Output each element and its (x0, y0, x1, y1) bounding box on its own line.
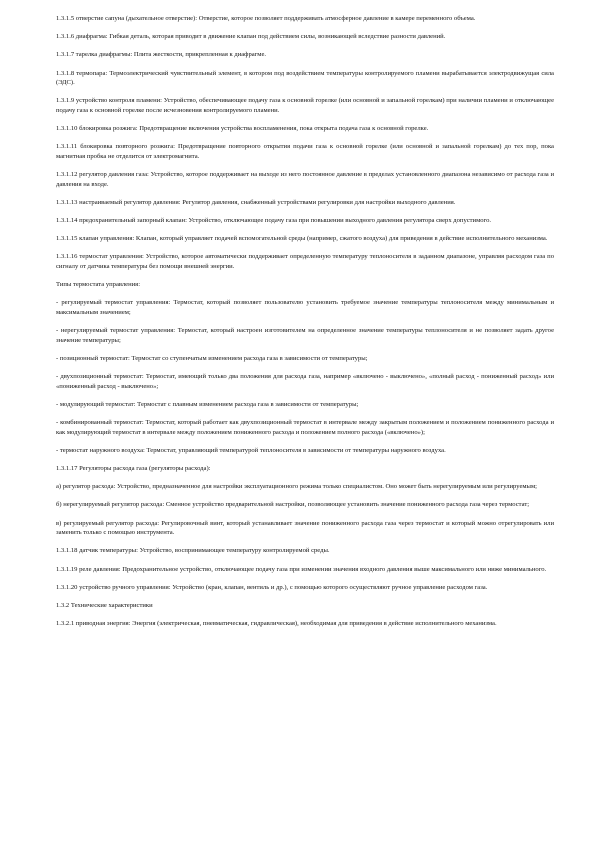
paragraph (56, 565, 554, 575)
paragraph (56, 583, 554, 593)
term: 1.3.1.14 предохранительный запорный клапан: (56, 217, 187, 225)
term: Типы термостата управления: (56, 281, 141, 289)
definition: Устройство, которое автоматически поддерживает определенную температуру теплоносителя в заданном диапазоне, управляя расходом газа по сигналу от датчика температуры без помощи внешней энергии. (56, 253, 554, 271)
paragraph (56, 32, 554, 42)
term: 1.3.1.6 диафрагма: (56, 33, 108, 41)
term: 1.3.1.16 термостат управления: (56, 253, 144, 261)
term: б) нерегулируемый регулятор расхода: (56, 501, 165, 509)
paragraph (56, 400, 554, 410)
paragraph (56, 50, 554, 60)
paragraph (56, 446, 554, 456)
paragraph (56, 96, 554, 115)
definition: Термостат со ступенчатым изменением расхода газа в зависимости от температуры; (129, 354, 368, 362)
paragraph (56, 482, 554, 492)
paragraph (56, 500, 554, 510)
term: 1.3.1.9 устройство контроля пламени: (56, 97, 162, 105)
definition: Плита жесткости, прикрепленная к диафрагме. (132, 51, 267, 59)
paragraph (56, 298, 554, 317)
paragraph (56, 170, 554, 189)
term: - двухпозиционный термостат: (56, 373, 144, 381)
term: - модулирующий термостат: (56, 400, 136, 408)
paragraph (56, 142, 554, 161)
paragraph (56, 546, 554, 556)
definition: Устройство, отключающее подачу газа при повышении выходного давления регулятора сверх допустимого. (186, 217, 492, 225)
term: 1.3.2.1 приводная энергия: (56, 620, 131, 628)
definition: Предотвращение повторного открытия подачи газа к основной горелке (или основной и запальной горелкам) до тех пор, пока магнитная пробка не отделится от электромагнита. (56, 143, 554, 160)
term: 1.3.1.15 клапан управления: (56, 235, 135, 243)
definition: Устройство (кран, клапан, вентиль и др.), с помощью которого осуществляют ручное управление расходом газа. (170, 583, 488, 591)
paragraph (56, 372, 554, 391)
term: 1.3.1.7 тарелка диафрагмы: (56, 51, 133, 59)
definition: Устройство, обеспечивающее подачу газа к основной горелке (или основной и запальной горелкам) при наличии пламени и отключающее подачу газа к основной горелке после исчезновения контролируемого пламени. (56, 97, 554, 114)
term: - позиционный термостат: (56, 354, 130, 362)
paragraph (56, 198, 554, 208)
term: - термостат наружного воздуха: (56, 446, 145, 454)
paragraph (56, 464, 554, 474)
definition: Устройство, предназначенное для настройки эксплуатационного режима только специалистом. Оно может быть нерегулируемым или регулируемым; (115, 483, 537, 491)
term: 1.3.1.10 блокировка розжига: (56, 125, 138, 133)
definition: Отверстие, которое позволяет поддерживать атмосферное давление в камере переменного объема. (197, 15, 476, 22)
paragraph (56, 418, 554, 437)
paragraph (56, 69, 554, 88)
term: 1.3.1.18 датчик температуры: (56, 547, 138, 555)
paragraph (56, 601, 554, 611)
paragraph (56, 252, 554, 271)
definition: Регулятор давления, снабженный устройствами регулировки для настройки выходного давления. (180, 198, 456, 206)
definition: Предотвращение включения устройства воспламенения, пока открыта подача газа к основной горелке. (137, 125, 429, 133)
definition: Термостат, который позволяет пользователю установить требуемое значение температуры теплоносителя между минимальным и максимальным значением; (56, 299, 554, 316)
paragraph (56, 326, 554, 345)
definition: Сменное устройство предварительной настройки, позволяющее установить значение пониженного расхода газа через термостат; (164, 501, 530, 509)
term: в) регулируемый регулятор расхода: (56, 519, 160, 527)
paragraph (56, 216, 554, 226)
definition: Регулировочный винт, который устанавливает значение пониженного расхода газа через термостат и который можно отрегулировать или заменить только с помощью инструмента. (56, 519, 554, 537)
paragraph (56, 14, 554, 24)
paragraph (56, 519, 554, 538)
term: а) регулятор расхода: (56, 483, 116, 491)
term: 1.3.1.13 настраиваемый регулятор давления: (56, 198, 181, 206)
definition: Термоэлектрический чувствительный элемент, в котором под воздействием температуры контролируемого пламени вырабатывается электродвижущая сила (ЭДС). (56, 69, 554, 87)
paragraph (56, 354, 554, 364)
definition: Гибкая деталь, которая приводит в движение клапан под действием силы, возникающей вследствие разности давлений. (107, 33, 446, 41)
definition: Термостат, имеющий только два положения для расхода газа, например «включено - выключено», «полный расход - пониженный расход» или «пониженный расход - выключено»; (56, 373, 554, 390)
term: 1.3.1.17 Регуляторы расхода газа (регуляторы расхода): (56, 465, 211, 473)
definition: Термостат с плавным изменением расхода газа в зависимости от температуры; (135, 400, 359, 408)
paragraph (56, 124, 554, 134)
paragraph (56, 280, 554, 290)
term: 1.3.2 Технические характеристики (56, 602, 153, 609)
paragraph (56, 234, 554, 244)
term: 1.3.1.8 термопара: (56, 69, 108, 77)
definition: Устройство, воспринимающее температуру контролируемой среды. (137, 547, 330, 555)
definition: Термостат, который настроен изготовителем на определенное значение температуры теплоносителя и не позволяет задать другое значение температуры; (56, 327, 554, 344)
document-page (56, 14, 554, 629)
term: 1.3.1.20 устройство ручного управления: (56, 583, 171, 591)
paragraph (56, 619, 554, 629)
definition: Энергия (электрическая, пневматическая, гидравлическая), необходимая для приведения в действие исполнительного механизма. (130, 620, 497, 628)
term: 1.3.1.5 отверстие сапуна (дыхательное отверстие): (56, 15, 198, 22)
term: 1.3.1.11 блокировка повторного розжига: (56, 143, 176, 151)
definition: Термостат, управляющий температурой теплоносителя в зависимости от температуры наружного воздуха. (144, 446, 446, 454)
term: - комбинированный термостат: (56, 419, 144, 427)
definition: Термостат, который работает как двухпозиционный термостат в интервале между закрытым положением и положением пониженного расхода и как модулирующий термостат в интервале между положением пониженного расхода и положением полного расхода («включено»); (56, 419, 554, 436)
definition: Предохранительное устройство, отключающее подачу газа при изменении значения входного давления выше максимального или ниже минимального. (120, 565, 547, 573)
definition: Устройство, которое поддерживает на выходе из него постоянное давление в пределах установленного диапазона независимо от расхода газа и давления на входе. (56, 171, 554, 188)
definition: Клапан, который управляет подачей вспомогательной среды (например, сжатого воздуха) для приведения в действие исполнительного механизма. (134, 235, 548, 243)
term: 1.3.1.19 реле давления: (56, 565, 121, 573)
term: 1.3.1.12 регулятор давления газа: (56, 171, 149, 179)
term: - нерегулируемый термостат управления: (56, 327, 176, 335)
term: - регулируемый термостат управления: (56, 299, 171, 307)
